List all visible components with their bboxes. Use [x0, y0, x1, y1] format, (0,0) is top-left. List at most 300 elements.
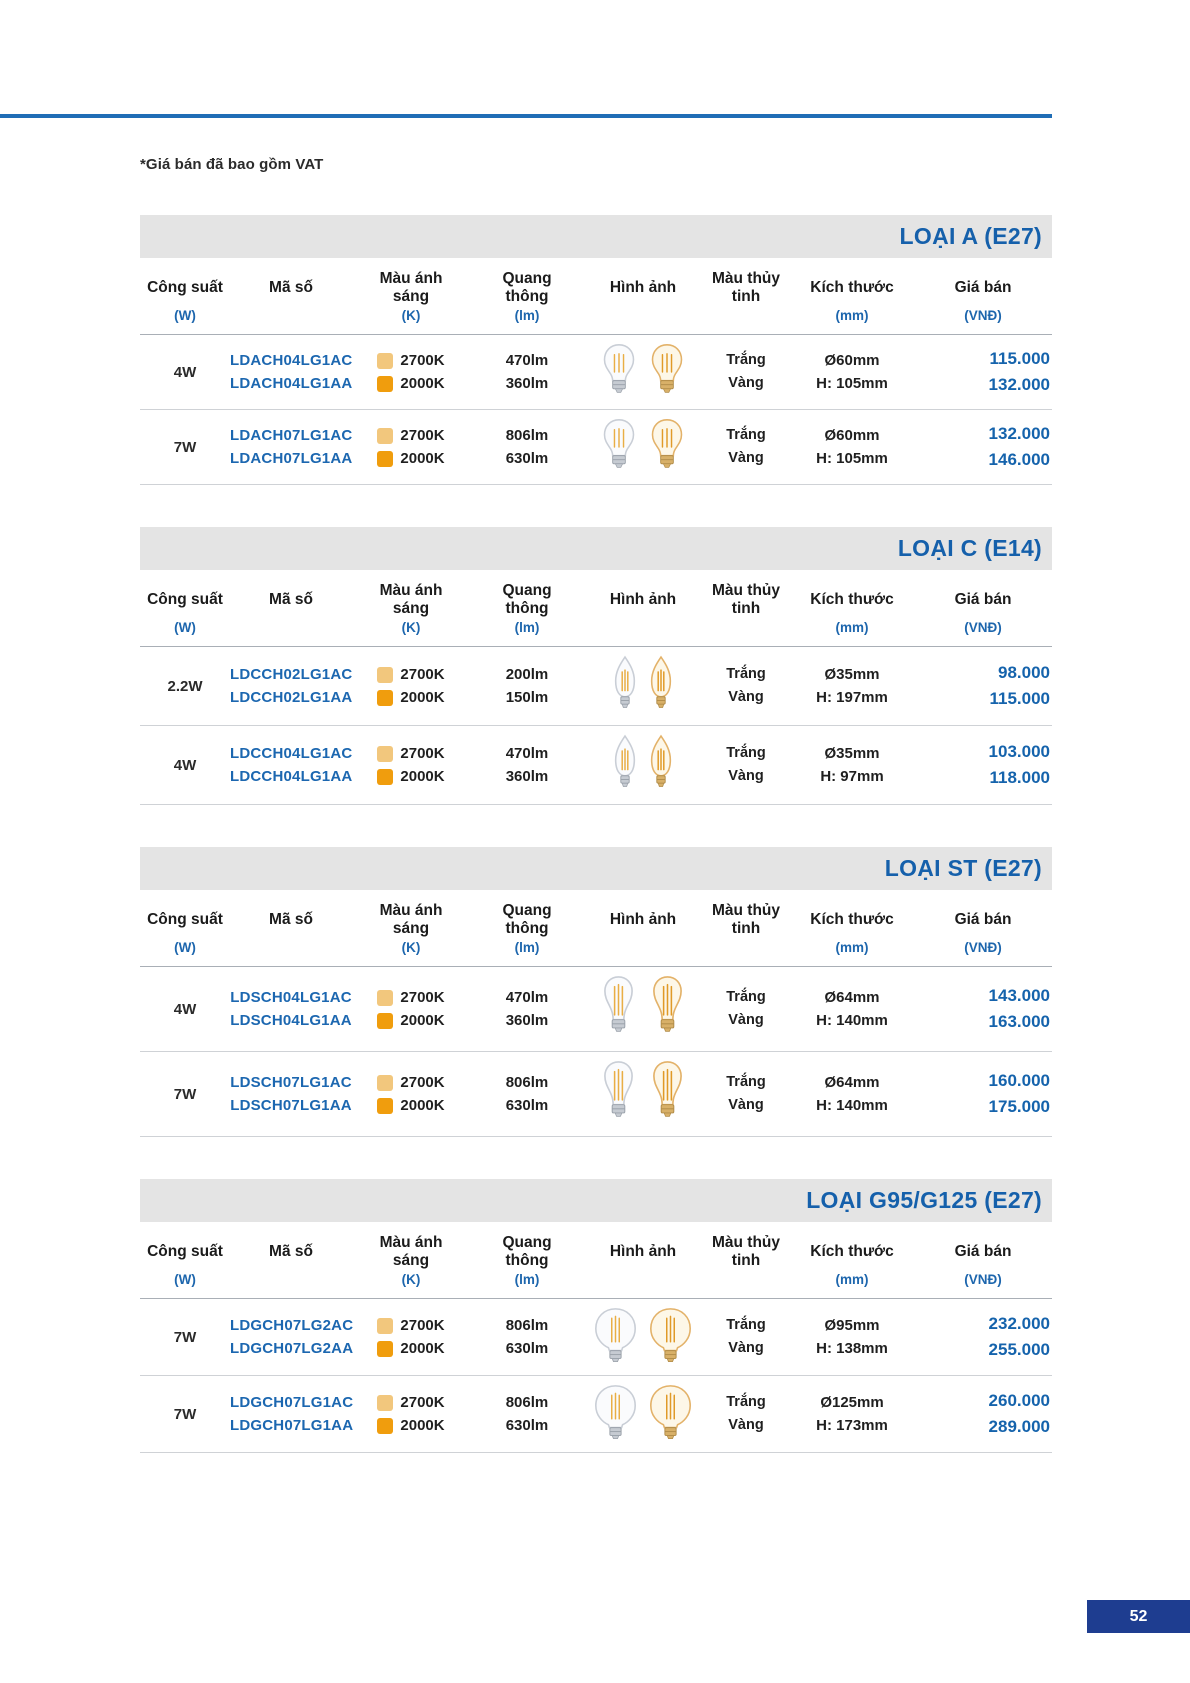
price-value: 103.000	[988, 742, 1050, 761]
bulb-images-cell	[584, 418, 702, 476]
price-value: 132.000	[988, 424, 1050, 443]
column-label: Quang thông	[502, 1234, 552, 1269]
column-header	[914, 1232, 1052, 1290]
color-temp-swatch	[377, 769, 393, 785]
product-code: LDGCH07LG2AC	[230, 1317, 354, 1334]
color-temp-swatch	[377, 376, 393, 392]
dimension-value: Ø64mm	[824, 1074, 880, 1091]
column-label: Giá bán	[954, 591, 1012, 608]
glass-color-value: Trắng	[726, 989, 766, 1005]
price-cell	[914, 739, 1052, 791]
column-header	[584, 1232, 702, 1290]
color-temp-swatch	[377, 428, 393, 444]
column-header	[140, 1232, 230, 1290]
catalog-content	[140, 156, 1052, 1453]
bulb-image-clear	[592, 1307, 639, 1367]
glass-color-value: Vàng	[728, 1097, 764, 1113]
column-label: Kích thước	[810, 911, 894, 928]
product-section	[140, 847, 1052, 1137]
color-temp-line	[352, 986, 470, 1009]
column-header	[702, 1232, 790, 1290]
dimension-value: Ø35mm	[824, 666, 880, 683]
table-header-row	[140, 890, 1052, 967]
column-label: Công suất	[147, 911, 223, 928]
column-unit: (lm)	[514, 940, 540, 955]
color-temp-swatch	[377, 451, 393, 467]
column-label: Màu ánh sáng	[379, 270, 443, 305]
dimension-cell	[790, 1071, 914, 1117]
dimension-cell	[790, 663, 914, 709]
light-color-cell	[352, 424, 470, 470]
code-cell	[230, 424, 352, 470]
column-label: Công suất	[147, 591, 223, 608]
product-code: LDACH04LG1AA	[230, 375, 353, 392]
page-number: 52	[1129, 1607, 1148, 1625]
column-label: Màu thủy tinh	[711, 270, 781, 305]
glass-color-value: Vàng	[728, 375, 764, 391]
glass-color-value: Trắng	[726, 352, 766, 368]
color-temp-value: 2700K	[400, 745, 445, 762]
dimension-cell	[790, 986, 914, 1032]
color-temp-value: 2000K	[400, 689, 445, 706]
product-code: LDGCH07LG1AC	[230, 1394, 354, 1411]
power-cell	[140, 364, 230, 381]
power-value: 4W	[173, 1000, 197, 1018]
lumen-cell	[470, 424, 584, 470]
glass-color-cell	[702, 1071, 790, 1117]
glass-color-value: Vàng	[728, 1012, 764, 1028]
column-header	[790, 900, 914, 958]
color-temp-swatch	[377, 353, 393, 369]
glass-color-cell	[702, 1391, 790, 1437]
lumen-value: 200lm	[505, 666, 549, 683]
dimension-cell	[790, 742, 914, 788]
column-header	[140, 580, 230, 638]
color-temp-swatch	[377, 1098, 393, 1114]
column-header	[230, 268, 352, 326]
color-temp-value: 2000K	[400, 1012, 445, 1029]
price-value: 118.000	[989, 768, 1050, 787]
price-value: 255.000	[988, 1340, 1050, 1359]
column-header	[584, 900, 702, 958]
code-cell	[230, 986, 352, 1032]
column-header	[702, 268, 790, 326]
product-code: LDCCH04LG1AA	[230, 768, 353, 785]
price-cell	[914, 346, 1052, 398]
code-cell	[230, 742, 352, 788]
color-temp-line	[352, 742, 470, 765]
glass-color-value: Vàng	[728, 1340, 764, 1356]
column-unit: (W)	[174, 940, 196, 955]
price-cell	[914, 660, 1052, 712]
glass-color-value: Trắng	[726, 1317, 766, 1333]
color-temp-swatch	[377, 1075, 393, 1091]
product-code: LDSCH07LG1AA	[230, 1097, 352, 1114]
power-cell	[140, 678, 230, 695]
column-label: Quang thông	[502, 270, 552, 305]
column-label: Hình ảnh	[609, 279, 677, 296]
lumen-cell	[470, 349, 584, 395]
dimension-cell	[790, 1391, 914, 1437]
bulb-image-amber	[647, 1060, 688, 1128]
code-cell	[230, 349, 352, 395]
column-label: Màu ánh sáng	[379, 902, 443, 937]
price-value: 260.000	[988, 1391, 1050, 1410]
page-number-badge	[1087, 1600, 1190, 1633]
vat-note: *Giá bán đã bao gồm VAT	[140, 156, 324, 173]
dimension-value: Ø35mm	[824, 745, 880, 762]
product-code: LDACH07LG1AA	[230, 450, 353, 467]
column-unit: (VNĐ)	[964, 620, 1002, 635]
column-label: Quang thông	[502, 582, 552, 617]
column-unit: (mm)	[835, 308, 869, 323]
code-cell	[230, 1391, 352, 1437]
color-temp-line	[352, 663, 470, 686]
color-temp-line	[352, 1337, 470, 1360]
column-unit: (lm)	[514, 308, 540, 323]
dimension-cell	[790, 1314, 914, 1360]
lumen-value: 470lm	[505, 352, 549, 369]
column-header	[470, 580, 584, 638]
light-color-cell	[352, 1314, 470, 1360]
section-banner	[140, 215, 1052, 258]
color-temp-line	[352, 372, 470, 395]
column-label: Hình ảnh	[609, 1243, 677, 1260]
color-temp-line	[352, 1009, 470, 1032]
power-value: 2.2W	[167, 677, 203, 695]
lumen-cell	[470, 1071, 584, 1117]
price-cell	[914, 1388, 1052, 1440]
color-temp-swatch	[377, 746, 393, 762]
color-temp-swatch	[377, 1341, 393, 1357]
bulb-image-clear	[611, 734, 639, 796]
column-unit: (VNĐ)	[964, 308, 1002, 323]
dimension-value: H: 97mm	[820, 768, 884, 785]
column-unit: (W)	[174, 1272, 196, 1287]
price-value: 160.000	[988, 1071, 1050, 1090]
product-section	[140, 1179, 1052, 1453]
lumen-value: 630lm	[505, 450, 549, 467]
column-label: Giá bán	[954, 911, 1012, 928]
column-label: Công suất	[147, 279, 223, 296]
product-row	[140, 726, 1052, 805]
column-label: Giá bán	[954, 279, 1012, 296]
price-cell	[914, 1311, 1052, 1363]
bulb-image-clear	[592, 1384, 639, 1444]
dimension-value: H: 140mm	[816, 1097, 888, 1114]
dimension-value: H: 197mm	[816, 689, 888, 706]
power-value: 4W	[173, 363, 197, 381]
column-header	[230, 900, 352, 958]
power-cell	[140, 1329, 230, 1346]
column-label: Mã số	[269, 591, 313, 608]
light-color-cell	[352, 663, 470, 709]
lumen-value: 806lm	[505, 1394, 549, 1411]
power-value: 7W	[173, 1085, 197, 1103]
power-cell	[140, 757, 230, 774]
color-temp-line	[352, 1314, 470, 1337]
bulb-images-cell	[584, 655, 702, 717]
code-cell	[230, 663, 352, 709]
bulb-image-amber	[647, 975, 688, 1043]
code-cell	[230, 1314, 352, 1360]
dimension-cell	[790, 349, 914, 395]
product-code: LDSCH04LG1AC	[230, 989, 352, 1006]
color-temp-value: 2700K	[400, 352, 445, 369]
product-row	[140, 1299, 1052, 1376]
color-temp-swatch	[377, 667, 393, 683]
column-label: Mã số	[269, 1243, 313, 1260]
product-code: LDGCH07LG2AA	[230, 1340, 354, 1357]
color-temp-line	[352, 349, 470, 372]
lumen-value: 806lm	[505, 1317, 549, 1334]
column-header	[584, 580, 702, 638]
column-header	[914, 580, 1052, 638]
bulb-images-cell	[584, 1060, 702, 1128]
product-code: LDCCH04LG1AC	[230, 745, 353, 762]
product-tables	[140, 215, 1052, 1453]
section-banner	[140, 527, 1052, 570]
product-code: LDACH07LG1AC	[230, 427, 353, 444]
power-value: 4W	[173, 756, 197, 774]
color-temp-line	[352, 1094, 470, 1117]
column-header	[352, 268, 470, 326]
lumen-cell	[470, 1391, 584, 1437]
column-label: Màu thủy tinh	[711, 1234, 781, 1269]
column-header	[352, 900, 470, 958]
dimension-value: Ø64mm	[824, 989, 880, 1006]
power-cell	[140, 1406, 230, 1423]
glass-color-cell	[702, 742, 790, 788]
price-value: 163.000	[988, 1012, 1050, 1031]
color-temp-value: 2000K	[400, 1097, 445, 1114]
product-row	[140, 647, 1052, 726]
dimension-value: Ø125mm	[820, 1394, 884, 1411]
column-header	[702, 900, 790, 958]
product-code: LDSCH04LG1AA	[230, 1012, 352, 1029]
lumen-cell	[470, 1314, 584, 1360]
product-row	[140, 967, 1052, 1052]
dimension-value: Ø60mm	[824, 352, 880, 369]
color-temp-swatch	[377, 990, 393, 1006]
bulb-images-cell	[584, 734, 702, 796]
glass-color-cell	[702, 424, 790, 470]
color-temp-value: 2000K	[400, 768, 445, 785]
column-unit: (VNĐ)	[964, 940, 1002, 955]
lumen-value: 360lm	[505, 768, 549, 785]
power-value: 7W	[173, 438, 197, 456]
column-header	[230, 1232, 352, 1290]
column-label: Kích thước	[810, 279, 894, 296]
light-color-cell	[352, 986, 470, 1032]
bulb-image-amber	[647, 1307, 694, 1367]
column-unit: (lm)	[514, 1272, 540, 1287]
column-unit: (K)	[401, 1272, 421, 1287]
dimension-value: H: 105mm	[816, 375, 888, 392]
column-header	[470, 900, 584, 958]
glass-color-value: Trắng	[726, 427, 766, 443]
lumen-value: 630lm	[505, 1417, 549, 1434]
product-code: LDCCH02LG1AC	[230, 666, 353, 683]
column-label: Công suất	[147, 1243, 223, 1260]
bulb-image-clear	[611, 655, 639, 717]
bulb-image-amber	[647, 655, 675, 717]
price-cell	[914, 421, 1052, 473]
color-temp-value: 2000K	[400, 450, 445, 467]
price-value: 143.000	[988, 986, 1050, 1005]
column-label: Màu ánh sáng	[379, 1234, 443, 1269]
code-cell	[230, 1071, 352, 1117]
power-cell	[140, 1086, 230, 1103]
product-row	[140, 335, 1052, 410]
column-header	[914, 268, 1052, 326]
price-cell	[914, 983, 1052, 1035]
glass-color-value: Trắng	[726, 1074, 766, 1090]
section-title: LOẠI C (E14)	[897, 535, 1042, 561]
color-temp-line	[352, 1391, 470, 1414]
light-color-cell	[352, 1391, 470, 1437]
color-temp-value: 2000K	[400, 1417, 445, 1434]
section-banner	[140, 1179, 1052, 1222]
bulb-images-cell	[584, 1384, 702, 1444]
power-cell	[140, 1001, 230, 1018]
column-unit: (mm)	[835, 620, 869, 635]
glass-color-value: Trắng	[726, 1394, 766, 1410]
column-header	[470, 268, 584, 326]
lumen-value: 470lm	[505, 989, 549, 1006]
glass-color-value: Trắng	[726, 666, 766, 682]
column-label: Hình ảnh	[609, 911, 677, 928]
bulb-images-cell	[584, 343, 702, 401]
column-label: Mã số	[269, 279, 313, 296]
lumen-value: 360lm	[505, 375, 549, 392]
color-temp-swatch	[377, 1418, 393, 1434]
section-banner	[140, 847, 1052, 890]
price-value: 115.000	[989, 349, 1050, 368]
column-header	[352, 1232, 470, 1290]
column-unit: (K)	[401, 620, 421, 635]
product-code: LDGCH07LG1AA	[230, 1417, 354, 1434]
bulb-images-cell	[584, 1307, 702, 1367]
column-unit: (W)	[174, 308, 196, 323]
column-header	[790, 1232, 914, 1290]
glass-color-cell	[702, 1314, 790, 1360]
light-color-cell	[352, 349, 470, 395]
glass-color-cell	[702, 663, 790, 709]
lumen-value: 806lm	[505, 427, 549, 444]
color-temp-swatch	[377, 1318, 393, 1334]
color-temp-value: 2000K	[400, 1340, 445, 1357]
column-header	[230, 580, 352, 638]
color-temp-value: 2700K	[400, 1394, 445, 1411]
price-value: 115.000	[989, 689, 1050, 708]
column-unit: (K)	[401, 940, 421, 955]
section-title: LOẠI ST (E27)	[884, 855, 1042, 881]
bulb-image-amber	[647, 734, 675, 796]
column-header	[470, 1232, 584, 1290]
lumen-cell	[470, 742, 584, 788]
product-code: LDSCH07LG1AC	[230, 1074, 352, 1091]
lumen-cell	[470, 663, 584, 709]
table-header-row	[140, 1222, 1052, 1299]
lumen-value: 806lm	[505, 1074, 549, 1091]
glass-color-value: Trắng	[726, 745, 766, 761]
price-value: 146.000	[988, 450, 1050, 469]
column-header	[790, 268, 914, 326]
color-temp-swatch	[377, 690, 393, 706]
lumen-cell	[470, 986, 584, 1032]
lumen-value: 470lm	[505, 745, 549, 762]
bulb-image-clear	[598, 975, 639, 1043]
glass-color-value: Vàng	[728, 450, 764, 466]
color-temp-line	[352, 1071, 470, 1094]
column-label: Hình ảnh	[609, 591, 677, 608]
column-header	[352, 580, 470, 638]
column-header	[584, 268, 702, 326]
product-row	[140, 1052, 1052, 1137]
bulb-image-amber	[647, 343, 687, 401]
column-label: Mã số	[269, 911, 313, 928]
dimension-value: H: 138mm	[816, 1340, 888, 1357]
price-value: 232.000	[988, 1314, 1050, 1333]
column-header	[790, 580, 914, 638]
color-temp-line	[352, 424, 470, 447]
color-temp-value: 2700K	[400, 1317, 445, 1334]
light-color-cell	[352, 1071, 470, 1117]
column-header	[140, 268, 230, 326]
bulb-image-amber	[647, 418, 687, 476]
product-row	[140, 410, 1052, 485]
column-label: Quang thông	[502, 902, 552, 937]
glass-color-cell	[702, 349, 790, 395]
color-temp-swatch	[377, 1395, 393, 1411]
power-cell	[140, 439, 230, 456]
color-temp-line	[352, 686, 470, 709]
product-code: LDACH04LG1AC	[230, 352, 353, 369]
lumen-value: 630lm	[505, 1340, 549, 1357]
power-value: 7W	[173, 1328, 197, 1346]
bulb-image-clear	[599, 418, 639, 476]
column-label: Kích thước	[810, 1243, 894, 1260]
section-title: LOẠI A (E27)	[899, 223, 1042, 249]
column-label: Màu thủy tinh	[711, 582, 781, 617]
product-code: LDCCH02LG1AA	[230, 689, 353, 706]
dimension-value: H: 105mm	[816, 450, 888, 467]
color-temp-value: 2700K	[400, 427, 445, 444]
color-temp-value: 2700K	[400, 1074, 445, 1091]
column-unit: (W)	[174, 620, 196, 635]
price-cell	[914, 1068, 1052, 1120]
bulb-image-clear	[599, 343, 639, 401]
column-unit: (mm)	[835, 1272, 869, 1287]
bulb-images-cell	[584, 975, 702, 1043]
column-unit: (lm)	[514, 620, 540, 635]
lumen-value: 360lm	[505, 1012, 549, 1029]
bulb-image-amber	[647, 1384, 694, 1444]
color-temp-value: 2700K	[400, 989, 445, 1006]
lumen-value: 150lm	[505, 689, 549, 706]
dimension-value: H: 140mm	[816, 1012, 888, 1029]
price-value: 98.000	[998, 663, 1050, 682]
column-header	[140, 900, 230, 958]
light-color-cell	[352, 742, 470, 788]
column-header	[914, 900, 1052, 958]
bulb-image-clear	[598, 1060, 639, 1128]
column-label: Kích thước	[810, 591, 894, 608]
dimension-value: Ø95mm	[824, 1317, 880, 1334]
product-row	[140, 1376, 1052, 1453]
color-temp-value: 2000K	[400, 375, 445, 392]
